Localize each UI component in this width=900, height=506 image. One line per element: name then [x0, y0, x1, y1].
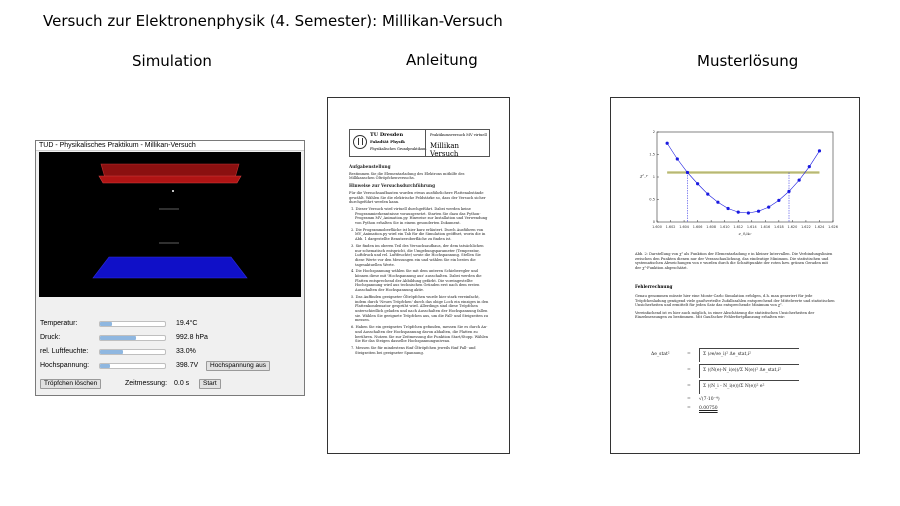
error-formula — [651, 348, 831, 414]
experiment-title: Millikan Versuch — [430, 142, 460, 158]
bottom-plate — [93, 257, 247, 278]
timer-label: Zeitmessung: — [125, 380, 168, 387]
x-tick-label: 1.608 — [706, 225, 717, 229]
data-point — [666, 142, 669, 145]
oil-droplet — [172, 190, 174, 192]
list-item: 3. Sie finden im oberen Teil des Versuchsaufbaus, der dem tatsächlichen nur schematisch entspricht, die Umgebungsparameter (Temperatur, Luftdruck und rel. Luftfeuchte) sowie die Hochspannung. Stellen Sie diese Werte vor den Messungen ein und wählen Sie ein bestes die tagesaktuellen Werte. — [351, 243, 484, 267]
simulation-canvas[interactable] — [39, 152, 301, 297]
pressure-row — [40, 332, 302, 344]
humidity-slider-fill — [100, 350, 123, 354]
data-point — [777, 199, 780, 202]
faculty-name: Fakultät Physik — [370, 139, 405, 144]
list-item: 2. Die Programmoberfläche ist hier kurz erläutert. Durch Ausführen von MV_Animation.py wird ein Tab für die Simulation geöffnet, worin die in Abb. 1 dargestellte Benutzeroberfläche zu finden ist. — [351, 227, 486, 242]
formula-line: = √(7·10⁻⁴) — [687, 397, 720, 402]
high-voltage-value: 398.7V — [176, 362, 199, 369]
x-tick-label: 1.624 — [814, 225, 825, 229]
x-tick-label: 1.614 — [746, 225, 757, 229]
x-tick-label: 1.602 — [665, 225, 676, 229]
data-point — [716, 201, 719, 204]
university-name: TU Dresden — [370, 132, 404, 138]
formula-term: Σ ((N(e)-N_i(e))/Σ N(e))² Δe_stat,i² — [703, 368, 781, 373]
data-point — [737, 211, 740, 214]
temperature-row — [40, 318, 302, 330]
start-button[interactable]: Start — [199, 379, 221, 389]
data-point — [818, 149, 821, 152]
error-paragraph-2: Vereinfachend ist es hier auch möglich, in einer Abschätzung die statistischen Unsicherheiten der Einzelmessungen zu bestimmen. Mit Gaußscher Fehlerfortpflanzung erhalten wir: — [635, 310, 815, 320]
data-point — [686, 171, 689, 174]
data-point — [808, 165, 811, 168]
formula-term: Σ ((N_i - N_i(e))/Σ N(e))² e² — [703, 384, 765, 389]
data-point — [798, 179, 801, 182]
section-heading-task: Aufgabenstellung — [349, 164, 391, 169]
data-point — [747, 211, 750, 214]
humidity-label: rel. Luftfeuchte: — [40, 348, 89, 355]
anleitung-document — [327, 97, 510, 454]
pressure-slider-fill — [100, 336, 136, 340]
clear-droplets-button[interactable]: Tröpfchen löschen — [40, 379, 101, 389]
list-item: 4. Die Hochspannung wählen Sie mit dem unteren Schieberegler und können diese mit 'Hochspannung aus' ausschalten. Dabei werden die Platten entsprechend der Abbildung gefärbt. Die voreingestellte Hochspannung wird aus technischen Gründen erst nach dem ersten Ausschalten der Hochspannung aktiv. — [351, 269, 482, 293]
y-tick-label: 1.5 — [649, 152, 655, 157]
x-tick-label: 1.610 — [719, 225, 730, 229]
capacitor-scene — [39, 152, 301, 297]
temperature-label: Temperatur: — [40, 320, 78, 327]
x-tick-label: 1.606 — [692, 225, 703, 229]
x-tick-label: 1.626 — [828, 225, 838, 229]
humidity-slider[interactable] — [99, 349, 166, 355]
pressure-slider[interactable] — [99, 335, 166, 341]
high-voltage-off-button[interactable]: Hochspannung aus — [206, 361, 270, 371]
list-item: 5. Das Auffinden geeigneter Öltröpfchen wurde hier stark vereinfacht, indem durch 'Neues Tröpfchen' durch das obige Loch ein einziges in den Plattenkondensator gesprüht wird. Allerdings sind diese Tröpfchen unterschiedlich geladen und nach Ausschalten der Hochspannung fallen sie. Wählen Sie geeignete Tröpfchen aus, um die Fall- und Steigzeiten zu messen. — [351, 294, 489, 323]
formula-line: = Σ ((N_i - N_i(e))/Σ N(e))² e² — [651, 380, 831, 396]
lab-name: Physikalisches Grundpraktikum — [370, 147, 427, 151]
formula-result-sqrt: √(7·10⁻⁴) — [699, 397, 720, 402]
error-text — [635, 294, 835, 323]
figure-caption: Abb. 2: Darstellung von χ² als Funktion der Elementarladung e in kleiner Intervallen. Die Verbindungslinien zwischen den Punkten dienen nur der Veranschaulichung, das eindeutige Minimum. Die statistischen und systematischen Abweichungen von e wurden durch die Schnittpunkte der roten bzw. grünen Geraden mit der χ²-Funktion abgeschätzt. — [635, 252, 833, 270]
x-tick-label: 1.612 — [733, 225, 744, 229]
y-tick-label: 0.5 — [649, 197, 655, 202]
column-heading-simulation: Simulation — [132, 52, 212, 70]
x-tick-label: 1.620 — [787, 225, 798, 229]
timer-value: 0.0 s — [174, 380, 190, 387]
x-tick-label: 1.616 — [760, 225, 771, 229]
simulation-window — [35, 140, 305, 396]
x-tick-label: 1.622 — [801, 225, 811, 229]
formula-line: Δe_stat² = Σ (∂e/∂e_i)² Δe_stat,i² — [651, 348, 831, 364]
data-point — [726, 207, 729, 210]
high-voltage-slider-fill — [100, 364, 110, 368]
humidity-row — [40, 346, 302, 358]
practicum-label: Praktikumsversuch MV virtuell — [430, 133, 487, 137]
task-text: Bestimmen Sie die Elementarladung des Elektrons mithilfe des Millikanschen Öltröpfchenversuchs. — [349, 171, 465, 181]
header-divider — [425, 130, 426, 156]
data-point — [676, 157, 679, 160]
section-heading-hints: Hinweise zur Versuchsdurchführung — [349, 183, 435, 189]
x-axis-label: e_0/Ac — [738, 231, 752, 236]
series-line — [667, 143, 819, 213]
simulation-title-bar: TUD - Physikalisches Praktikum - Millikan-Versuch — [36, 141, 304, 151]
data-point — [767, 206, 770, 209]
x-tick-label: 1.604 — [679, 225, 689, 229]
list-item: 1. Dieser Versuch wird virtuell durchgeführt. Dabei werden keine Programmierkenntnisse vorausgesetzt. Starten Sie dazu das Python-Programm MV_Animation.py. Hinweise zur Installation und Verwendung von Python erhalten Sie in einem gesonderten Dokument. — [351, 206, 488, 226]
column-heading-musterloesung: Musterlösung — [697, 52, 799, 70]
formula-term: Σ (∂e/∂e_i)² Δe_stat,i² — [703, 352, 751, 357]
hints-intro: Für die Versuchsaufbauten wurden etwas ausführlichere Plattenabstände gewählt. Wählen Sie die elektrische Feldstärke so, dass der Versuch sicher durchgeführt werden kann. — [349, 190, 486, 205]
high-voltage-slider[interactable] — [99, 363, 166, 369]
top-plate-edge — [99, 176, 241, 183]
chi-squared-chart — [631, 126, 841, 246]
y-axis-label: χ²_r — [640, 173, 648, 178]
temperature-slider[interactable] — [99, 321, 166, 327]
temperature-value: 19.4°C — [176, 320, 198, 327]
section-heading-error: Fehlerrechnung — [635, 284, 673, 289]
data-point — [757, 210, 760, 213]
data-point — [787, 190, 790, 193]
temperature-slider-fill — [100, 322, 112, 326]
humidity-value: 33.0% — [176, 348, 196, 355]
list-item: 6. Haben Sie ein geeignetes Tröpfchen gefunden, messen Sie es durch An- und Ausschalten der Hochspannung davon abhalten, die Platten zu berühren. Nutzen Sie zur Zeitmessung die Funktion Start/Stopp. Wählen Sie für das Steigen dasselbe Hochspannungsniveau. — [351, 325, 489, 344]
pressure-value: 992.8 hPa — [176, 334, 208, 341]
formula-line: = 0.00750 — [687, 406, 718, 411]
chart-frame — [657, 132, 833, 222]
data-point — [706, 193, 709, 196]
high-voltage-label: Hochspannung: — [40, 362, 90, 369]
list-item: 7. Messen Sie für mindestens fünf Öltröpfchen jeweils fünf Fall- und Steigzeiten bei geeigneter Spannung. — [351, 345, 476, 355]
slide-title: Versuch zur Elektronenphysik (4. Semester): Millikan-Versuch — [43, 12, 503, 30]
data-point — [696, 182, 699, 185]
error-paragraph-1: Genau genommen müsste hier eine Monte-Carlo Simulation erfolgen, d.h. man generiert für jede Tröpfchenladung genügend viele gaußverteilte Zufallszahlen entsprechend der Mittelwerte und statistischen Unsicherheiten und ermittelt für jeden Satz das entsprechende Minimum von χ². — [635, 294, 835, 308]
x-tick-label: 1.618 — [773, 225, 784, 229]
y-tick-label: 2 — [652, 130, 655, 135]
document-header — [349, 129, 490, 157]
musterloesung-document — [610, 97, 860, 454]
formula-lhs: Δe_stat² — [651, 352, 670, 357]
x-tick-label: 1.600 — [652, 225, 662, 229]
column-heading-anleitung: Anleitung — [406, 51, 478, 69]
formula-result-value: 0.00750 — [699, 406, 718, 411]
y-tick-label: 0 — [652, 220, 655, 225]
anleitung-body — [349, 162, 491, 357]
tu-dresden-logo-icon — [353, 135, 367, 149]
formula-line: = Σ ((N(e)-N_i(e))/Σ N(e))² Δe_stat,i² — [651, 364, 831, 380]
y-tick-label: 1 — [652, 175, 655, 180]
pressure-label: Druck: — [40, 334, 61, 341]
